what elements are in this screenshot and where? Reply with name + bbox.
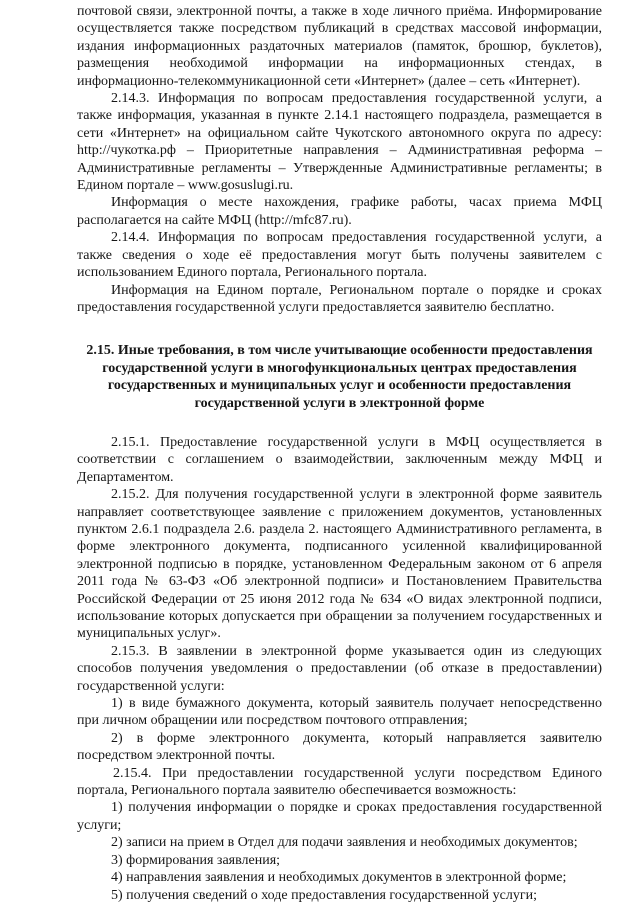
paragraph-2-15-4: 2.15.4. При предоставлении государственной услуги посредством Единого портала, Регионального портала заявителю обеспечивается возможность: bbox=[77, 765, 602, 799]
paragraph-2-15-2: 2.15.2. Для получения государственной услуги в электронной форме заявитель направляет соответствующее заявление с приложением документов, установленных пунктом 2.6.1 подраздела 2.6. раздела 2. настоящего Административного регламента, в форме электронного документа, подписанного усиленной квалифицированной электронной подписью в порядке, установленном Федеральным законом от 6 апреля 2011 года № 63-ФЗ «Об электронной подписи» и Постановлением Правительства Российской Федерации от 25 июня 2012 года № 634 «О видах электронной подписи, использование которых допускается при обращении за получением государственных и муниципальных услуг». bbox=[77, 487, 602, 642]
paragraph-free-information: Информация на Едином портале, Региональном портале о порядке и сроках предоставления государственной услуги предоставляется заявителю бесплатно. bbox=[77, 282, 602, 315]
list-item-get-information: 1) получения информации о порядке и сроках предоставления государственной услуги; bbox=[77, 800, 602, 833]
paragraph-2-15-3: 2.15.3. В заявлении в электронной форме указывается один из следующих способов получения уведомления о предоставлении (об отказе в предоставлении) государственной услуги: bbox=[77, 643, 602, 694]
paragraph-2-14-3: 2.14.3. Информация по вопросам предоставления государственной услуги, а также информация, указанная в пункте 2.14.1 настоящего подраздела, размещается в сети «Интернет» на официальном сайте Чукотского автономного округа по адресу: http://чукотка.рф – Приоритетные направления – Административная реформа – Административные регламенты – Утвержденные Административные регламенты; в Едином портале – www.gosuslugi.ru. bbox=[77, 91, 602, 194]
section-heading-2-15: 2.15. Иные требования, в том числе учитывающие особенности предоставления государственной услуги в многофункциональных центрах предоставления государственных и муниципальных услуг и особенности предоставления государственной услуги в электронной форме bbox=[86, 343, 593, 411]
paragraph-2-14-4: 2.14.4. Информация по вопросам предоставления государственной услуги, а также сведения о ходе её предоставления могут быть получены заявителем с использованием Единого портала, Регионального портала. bbox=[77, 230, 602, 281]
list-item-electronic-document: 2) в форме электронного документа, который направляется заявителю посредством электронной почты. bbox=[77, 730, 602, 764]
paragraph-mfc-location: Информация о месте нахождения, графике работы, часах приема МФЦ располагается на сайте МФЦ (http://mfc87.ru). bbox=[77, 195, 602, 228]
paragraph-informing-channels: почтовой связи, электронной почты, а также в ходе личного приёма. Информирование осуществляется также посредством публикаций в средствах массовой информации, издания информационных раздаточных материалов (памяток, брошюр, буклетов), размещения необходимой информации на информационных стендах, в информационно-телекоммуникационной сети «Интернет» (далее – сеть «Интернет). bbox=[77, 4, 602, 89]
list-item-appointment: 2) записи на прием в Отдел для подачи заявления и необходимых документов; bbox=[111, 835, 578, 851]
list-item-paper-document: 1) в виде бумажного документа, который заявитель получает непосредственно при личном обращении или посредством почтового отправления; bbox=[77, 696, 602, 729]
list-item-form-application: 3) формирования заявления; bbox=[111, 852, 281, 868]
list-item-send-application: 4) направления заявления и необходимых документов в электронной форме; bbox=[111, 870, 567, 886]
paragraph-2-15-1: 2.15.1. Предоставление государственной услуги в МФЦ осуществляется в соответствии с соглашением о взаимодействии, заключенным между МФЦ и Департаментом. bbox=[77, 434, 602, 485]
list-item-status-information: 5) получения сведений о ходе предоставления государственной услуги; bbox=[111, 887, 537, 903]
